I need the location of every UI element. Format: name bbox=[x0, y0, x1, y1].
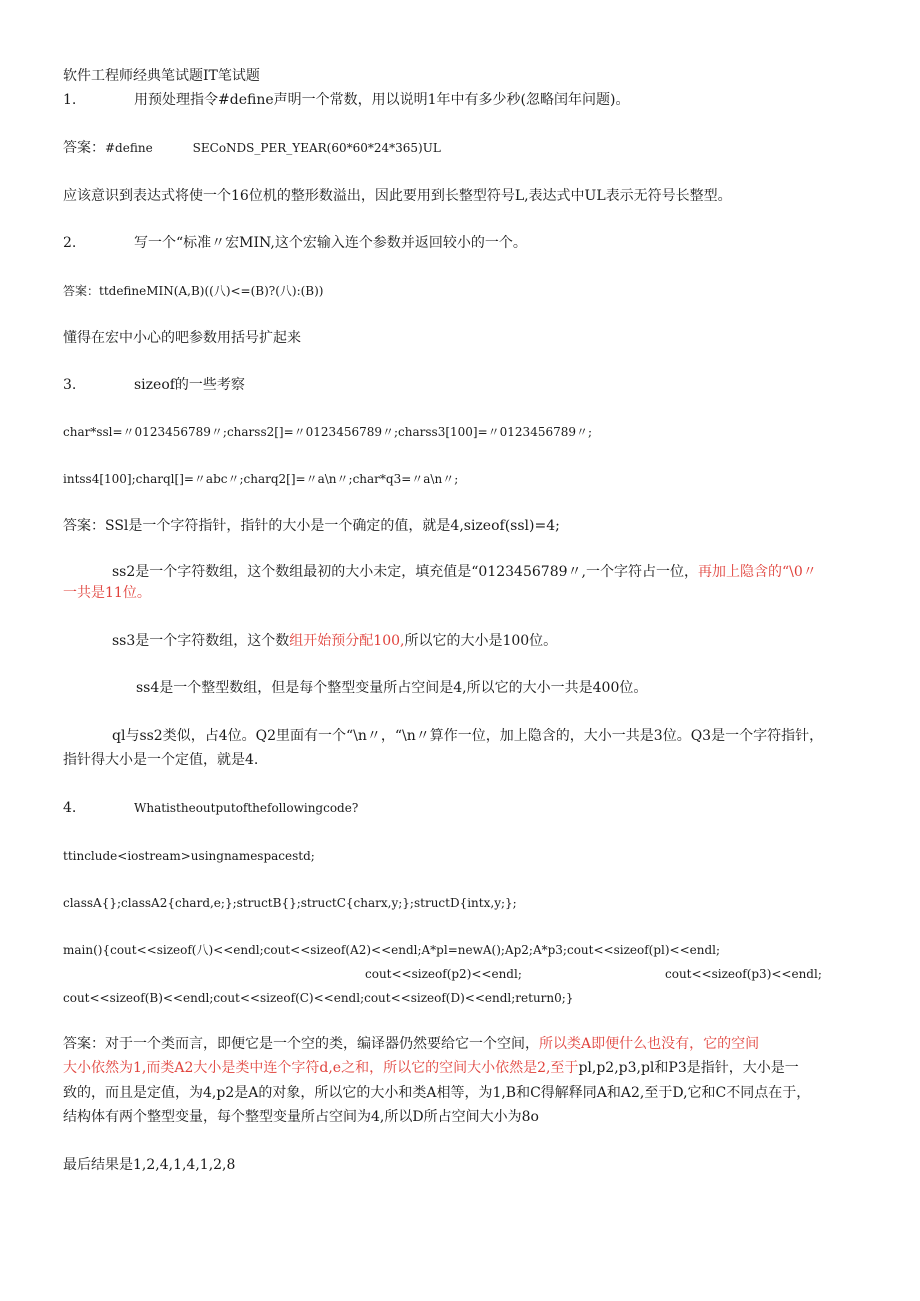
code-line: cout<<sizeof(p3)<<endl; bbox=[665, 967, 822, 981]
code-line: main(){cout<<sizeof(八)<<endl;cout<<sizeof(A2)<<endl;A*pl=newA();Ap2;A*p3;cout<<sizeof(pl)<<endl; bbox=[63, 943, 721, 957]
question-1 bbox=[63, 90, 629, 110]
highlighted-text: 再加上隐含的“\0〃 bbox=[697, 564, 817, 580]
question-number: 3. bbox=[63, 377, 77, 393]
highlighted-text: 大小依然为1,而类A2大小是类中连个字符d,e之和，所以它的空间大小依然是2,至于 bbox=[63, 1060, 579, 1076]
question-text: 用预处理指令#define声明一个常数，用以说明1年中有多少秒(忽略闰年问题)。 bbox=[134, 92, 630, 108]
question-number: 4. bbox=[63, 800, 77, 816]
answer-4: 答案：对于一个类而言，即便它是一个空的类，编译器仍然要给它一个空间，所以类A即便什么也没有，它的空间 bbox=[63, 1036, 760, 1052]
highlighted-text: 组开始预分配100, bbox=[289, 633, 405, 649]
question-text: 写一个“标准〃宏MIN,这个宏输入连个参数并返回较小的一个。 bbox=[134, 235, 527, 251]
answer-3-q-cont: 指针得大小是一个定值，就是4. bbox=[63, 752, 259, 768]
code-line: char*ssl=〃0123456789〃;charss2[]=〃0123456789〃;charss3[100]=〃0123456789〃; bbox=[63, 425, 593, 439]
document-title: 软件工程师经典笔试题IT笔试题 bbox=[63, 68, 260, 84]
answer-label: 答案： bbox=[63, 140, 105, 156]
code-line: ttinclude<iostream>usingnamespacestd; bbox=[63, 849, 315, 863]
answer-4-line3: 致的，而且是定值，为4,p2是A的对象，所以它的大小和类A相等，为1,B和C得解释同A和A2,至于D,它和C不同点在于， bbox=[63, 1085, 811, 1101]
code-define: #define bbox=[105, 141, 153, 155]
answer-4-line2: 大小依然为1,而类A2大小是类中连个字符d,e之和，所以它的空间大小依然是2,至于pl,p2,p3,pl和P3是指针，大小是一 bbox=[63, 1060, 799, 1076]
code-line: classA{};classA2{chard,e;};structB{};structC{charx,y;};structD{intx,y;}; bbox=[63, 896, 517, 910]
answer-4-line4: 结构体有两个整型变量，每个整型变量所占空间为4,所以D所占空间大小为8o bbox=[63, 1109, 539, 1125]
answer-3-q: ql与ss2类似，占4位。Q2里面有一个“\n〃，“\n〃算作一位，加上隐含的，大小一共是3位。Q3是一个字符指针， bbox=[112, 728, 824, 744]
code-line: cout<<sizeof(B)<<endl;cout<<sizeof(C)<<endl;cout<<sizeof(D)<<endl;return0;} bbox=[63, 991, 574, 1005]
question-number: 2. bbox=[63, 235, 77, 251]
question-text: sizeof的一些考察 bbox=[134, 377, 245, 393]
question-3 bbox=[63, 375, 245, 395]
question-number: 1. bbox=[63, 92, 77, 108]
question-2 bbox=[63, 233, 527, 253]
code-line: intss4[100];charql[]=〃abc〃;charq2[]=〃a\n〃;char*q3=〃a\n〃; bbox=[63, 472, 459, 486]
code-constant: SECoNDS_PER_YEAR(60*60*24*365)UL bbox=[192, 141, 441, 155]
answer-3-ss2: ss2是一个字符数组，这个数组最初的大小未定，填充值是“0123456789〃,一个字符占一位，再加上隐含的“\0〃 bbox=[112, 564, 817, 580]
highlighted-text: 所以类A即便什么也没有，它的空间 bbox=[539, 1036, 760, 1052]
code-line: cout<<sizeof(p2)<<endl; bbox=[365, 967, 522, 981]
answer-3: 答案：SSl是一个字符指针，指针的大小是一个确定的值，就是4,sizeof(ssl)=4; bbox=[63, 518, 560, 534]
question-4 bbox=[63, 798, 358, 818]
answer-1 bbox=[63, 138, 441, 158]
answer-3-ss3: ss3是一个字符数组，这个数组开始预分配100,所以它的大小是100位。 bbox=[112, 633, 558, 649]
highlighted-text: 一共是11位。 bbox=[63, 585, 151, 601]
explanation-1: 应该意识到表达式将使一个16位机的整形数溢出，因此要用到长整型符号L,表达式中UL表示无符号长整型。 bbox=[63, 188, 732, 204]
question-text: Whatistheoutputofthefollowingcode? bbox=[134, 801, 359, 815]
explanation-2: 懂得在宏中小心的吧参数用括号扩起来 bbox=[63, 330, 301, 346]
answer-3-ss4: ss4是一个整型数组，但是每个整型变量所占空间是4,所以它的大小一共是400位。 bbox=[136, 680, 648, 696]
answer-2: 答案：ttdefineMIN(A,B)((八)<=(B)?(八):(B)) bbox=[63, 284, 324, 298]
final-result: 最后结果是1,2,4,1,4,1,2,8 bbox=[63, 1157, 236, 1173]
